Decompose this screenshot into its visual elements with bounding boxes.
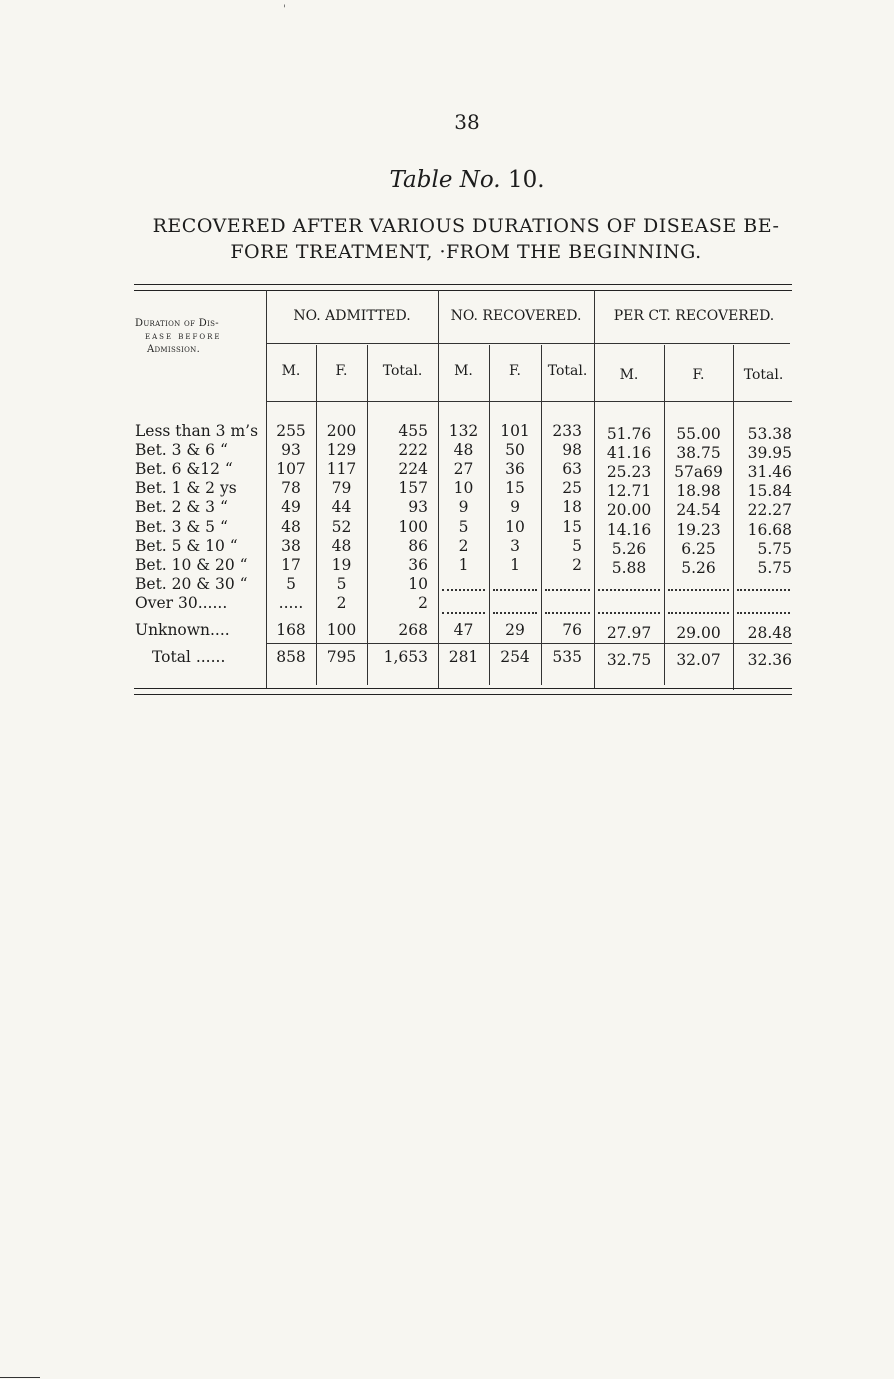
table-caption-number: 10. xyxy=(507,167,545,193)
table-top-rule-inner xyxy=(134,290,792,291)
table-row-label: Bet. 20 & 30 “ xyxy=(135,574,248,593)
table-row-cell: 255 xyxy=(276,422,306,440)
subheader-cell: Total. xyxy=(547,363,588,379)
table-row-cell: 1 xyxy=(458,555,469,574)
table-row-cell: 52 xyxy=(331,517,352,536)
scan-edge-mark xyxy=(0,1377,40,1378)
table-row-cell: 6.25 xyxy=(681,539,716,558)
table-row-cell: 14.16 xyxy=(606,520,652,539)
table-row-label: Bet. 10 & 20 “ xyxy=(135,555,248,574)
table-row-label: Bet. 1 & 2 ys xyxy=(135,479,237,498)
table-row-cell: 29 xyxy=(505,621,525,639)
table-row-cell: 57a69 xyxy=(674,463,723,482)
table-row-cell: 31.46 xyxy=(747,463,792,482)
table-row-cell: 5.88 xyxy=(611,558,647,577)
stub-header-line: Admission. xyxy=(147,344,201,355)
table-row-cell: 2 xyxy=(572,555,582,574)
total-row-cell: 32.36 xyxy=(747,651,792,669)
subheader-cell: F. xyxy=(692,367,705,383)
table-row-cell: 36 xyxy=(408,555,428,574)
table-row-cell: 132 xyxy=(448,422,479,440)
table-row-cell: 9 xyxy=(510,498,520,517)
table-row-cell: 24.54 xyxy=(676,501,721,520)
group-header-percent-recovered: PER CT. RECOVERED. xyxy=(613,308,775,324)
table-row-cell: 16.68 xyxy=(747,520,792,539)
table-row-cell: 10 xyxy=(505,517,525,536)
table-row-cell: 101 xyxy=(500,422,530,440)
table-row-cell: 107 xyxy=(276,460,306,479)
table-row-cell: 5.75 xyxy=(757,539,792,558)
total-row-cell: 858 xyxy=(276,648,306,666)
table-row-cell: 5 xyxy=(458,517,469,536)
table-row-cell: 53.38 xyxy=(747,425,792,443)
table-row-cell: 157 xyxy=(398,479,428,498)
total-row-cell: 795 xyxy=(326,648,357,666)
total-row-cell: 254 xyxy=(500,648,530,666)
table-row-cell: 47 xyxy=(453,621,474,639)
table-row-cell: 5 xyxy=(572,536,582,555)
subheader-cell: F. xyxy=(335,363,348,379)
subheader-cell: M. xyxy=(619,367,639,383)
table-row-cell: 3 xyxy=(510,536,520,555)
empty-cell-leader xyxy=(668,612,729,614)
table-row-cell: 117 xyxy=(326,460,357,479)
subheader-cell: M. xyxy=(454,363,473,379)
subheader-cell: Total. xyxy=(382,363,423,379)
table-row-cell: 19.23 xyxy=(676,520,721,539)
table-row-cell: 93 xyxy=(281,441,301,460)
table-row-cell: 48 xyxy=(453,441,474,460)
table-row-cell: 19 xyxy=(331,555,352,574)
empty-cell-leader xyxy=(493,589,537,591)
table-row-cell: 2 xyxy=(458,536,469,555)
table-row-cell: 12.71 xyxy=(606,482,652,501)
table-row-cell: 10 xyxy=(408,574,428,593)
table-row-cell: 9 xyxy=(458,498,469,517)
empty-cell-leader xyxy=(442,612,485,614)
table-row-label: Bet. 2 & 3 “ xyxy=(135,498,228,517)
empty-cell-leader xyxy=(442,589,485,591)
empty-cell-leader xyxy=(493,612,537,614)
table-row-cell: 5.26 xyxy=(611,539,647,558)
table-row-cell: 48 xyxy=(281,517,301,536)
total-row-cell: 535 xyxy=(552,648,582,666)
table-row-cell: 27.97 xyxy=(606,624,652,642)
table-row-cell: 51.76 xyxy=(606,425,652,443)
table-row-cell: 63 xyxy=(562,460,582,479)
table-row-cell: 18.98 xyxy=(676,482,721,501)
scan-speck: ' xyxy=(283,4,286,15)
page-number: 38 xyxy=(454,110,480,134)
table-row-cell: 1 xyxy=(510,555,520,574)
table-row-cell: 200 xyxy=(326,422,357,440)
table-row-cell: 22.27 xyxy=(747,501,792,520)
table-row-cell: 79 xyxy=(331,479,352,498)
empty-cell-leader xyxy=(545,612,590,614)
total-row-cell: 32.07 xyxy=(676,651,721,669)
table-row-cell: 28.48 xyxy=(747,624,792,642)
table-row-cell: 38.75 xyxy=(676,444,721,463)
table-row-cell: 100 xyxy=(398,517,428,536)
table-row-cell: 93 xyxy=(408,498,428,517)
table-heading xyxy=(130,213,802,265)
table-row-cell: 49 xyxy=(281,498,301,517)
table-row-cell: 129 xyxy=(326,441,357,460)
group-header-admitted: NO. ADMITTED. xyxy=(293,308,411,324)
table-row-cell: 268 xyxy=(398,621,428,639)
table-row-cell: 25.23 xyxy=(606,463,652,482)
total-row-cell: 281 xyxy=(448,648,479,666)
table-bottom-rule-inner xyxy=(134,694,792,695)
table-row-cell: 27 xyxy=(453,460,474,479)
table-row-label: Bet. 3 & 5 “ xyxy=(135,517,228,536)
stub-header-line: Duration of Dis- xyxy=(135,318,219,329)
table-row-cell: 233 xyxy=(552,422,582,440)
table-top-rule xyxy=(134,284,792,285)
table-row-cell: 44 xyxy=(331,498,352,517)
subheader-cell: Total. xyxy=(743,367,784,383)
stub-header xyxy=(135,317,265,356)
table-row-label: Bet. 5 & 10 “ xyxy=(135,536,238,555)
table-row-cell: 5 xyxy=(336,574,347,593)
table-row-cell: 15 xyxy=(562,517,582,536)
empty-cell-leader xyxy=(668,589,729,591)
table-row-cell: 98 xyxy=(562,441,582,460)
group-header-underline xyxy=(266,343,790,344)
total-row-cell: 32.75 xyxy=(606,651,652,669)
table-heading-line-1: RECOVERED AFTER VARIOUS DURATIONS OF DISEASE BE- xyxy=(152,215,780,237)
total-row-cell: 1,653 xyxy=(383,648,428,666)
table-caption-prefix: Table No. xyxy=(389,167,501,193)
group-header-recovered: NO. RECOVERED. xyxy=(450,308,582,324)
empty-cell-leader xyxy=(545,589,590,591)
table-row-cell: 36 xyxy=(505,460,525,479)
table-row-cell: 15 xyxy=(505,479,525,498)
subheader-cell: F. xyxy=(509,363,521,379)
total-row-rule xyxy=(266,643,792,644)
table-row-cell: 18 xyxy=(562,498,582,517)
table-row-label: Bet. 3 & 6 “ xyxy=(135,441,228,460)
table-row-cell: 50 xyxy=(505,441,525,460)
table-row-label: Bet. 6 &12 “ xyxy=(135,460,233,479)
table-row-cell: 222 xyxy=(398,441,428,460)
stub-header-line: ease before xyxy=(145,331,222,342)
table-row-cell: 39.95 xyxy=(747,444,792,463)
table-row-cell: 20.00 xyxy=(606,501,652,520)
table-row-cell: 2 xyxy=(336,593,347,612)
empty-cell-leader xyxy=(598,612,660,614)
table-row-cell: 76 xyxy=(562,621,582,639)
table-row-cell: 5.26 xyxy=(681,558,716,577)
table-row-cell: 78 xyxy=(281,479,301,498)
table-row-cell: 86 xyxy=(408,536,428,555)
table-row-cell: 5 xyxy=(286,574,296,593)
table-row-cell: 55.00 xyxy=(676,425,721,443)
table-row-cell: 29.00 xyxy=(676,624,721,642)
table-row-cell: 25 xyxy=(562,479,582,498)
table-row-cell: 48 xyxy=(331,536,352,555)
table-row-cell: 100 xyxy=(326,621,357,639)
table-row-cell: 2 xyxy=(418,593,428,612)
table-row-cell: 38 xyxy=(281,536,301,555)
table-row-cell: ..... xyxy=(278,593,304,612)
empty-cell-leader xyxy=(737,612,790,614)
table-row-cell: 41.16 xyxy=(606,444,652,463)
table-row-cell: 15.84 xyxy=(747,482,792,501)
table-row-cell: 17 xyxy=(281,555,301,574)
table-row-cell: 224 xyxy=(398,460,428,479)
table-row-label: Less than 3 m’s xyxy=(135,422,259,440)
subheader-cell: M. xyxy=(281,363,301,379)
table-caption xyxy=(0,167,894,193)
table-row-cell: 455 xyxy=(398,422,428,440)
table-row-label: Over 30...... xyxy=(135,593,228,612)
table-row-label: Unknown.... xyxy=(135,621,230,639)
subheader-underline xyxy=(266,401,792,402)
total-row-label: Total ...... xyxy=(152,648,226,666)
table-row-cell: 168 xyxy=(276,621,306,639)
table-heading-line-2: FORE TREATMENT, ·FROM THE BEGINNING. xyxy=(230,241,702,263)
table-bottom-rule xyxy=(134,688,792,689)
table-row-cell: 5.75 xyxy=(757,558,792,577)
empty-cell-leader xyxy=(598,589,660,591)
empty-cell-leader xyxy=(737,589,790,591)
table-row-cell: 10 xyxy=(453,479,474,498)
